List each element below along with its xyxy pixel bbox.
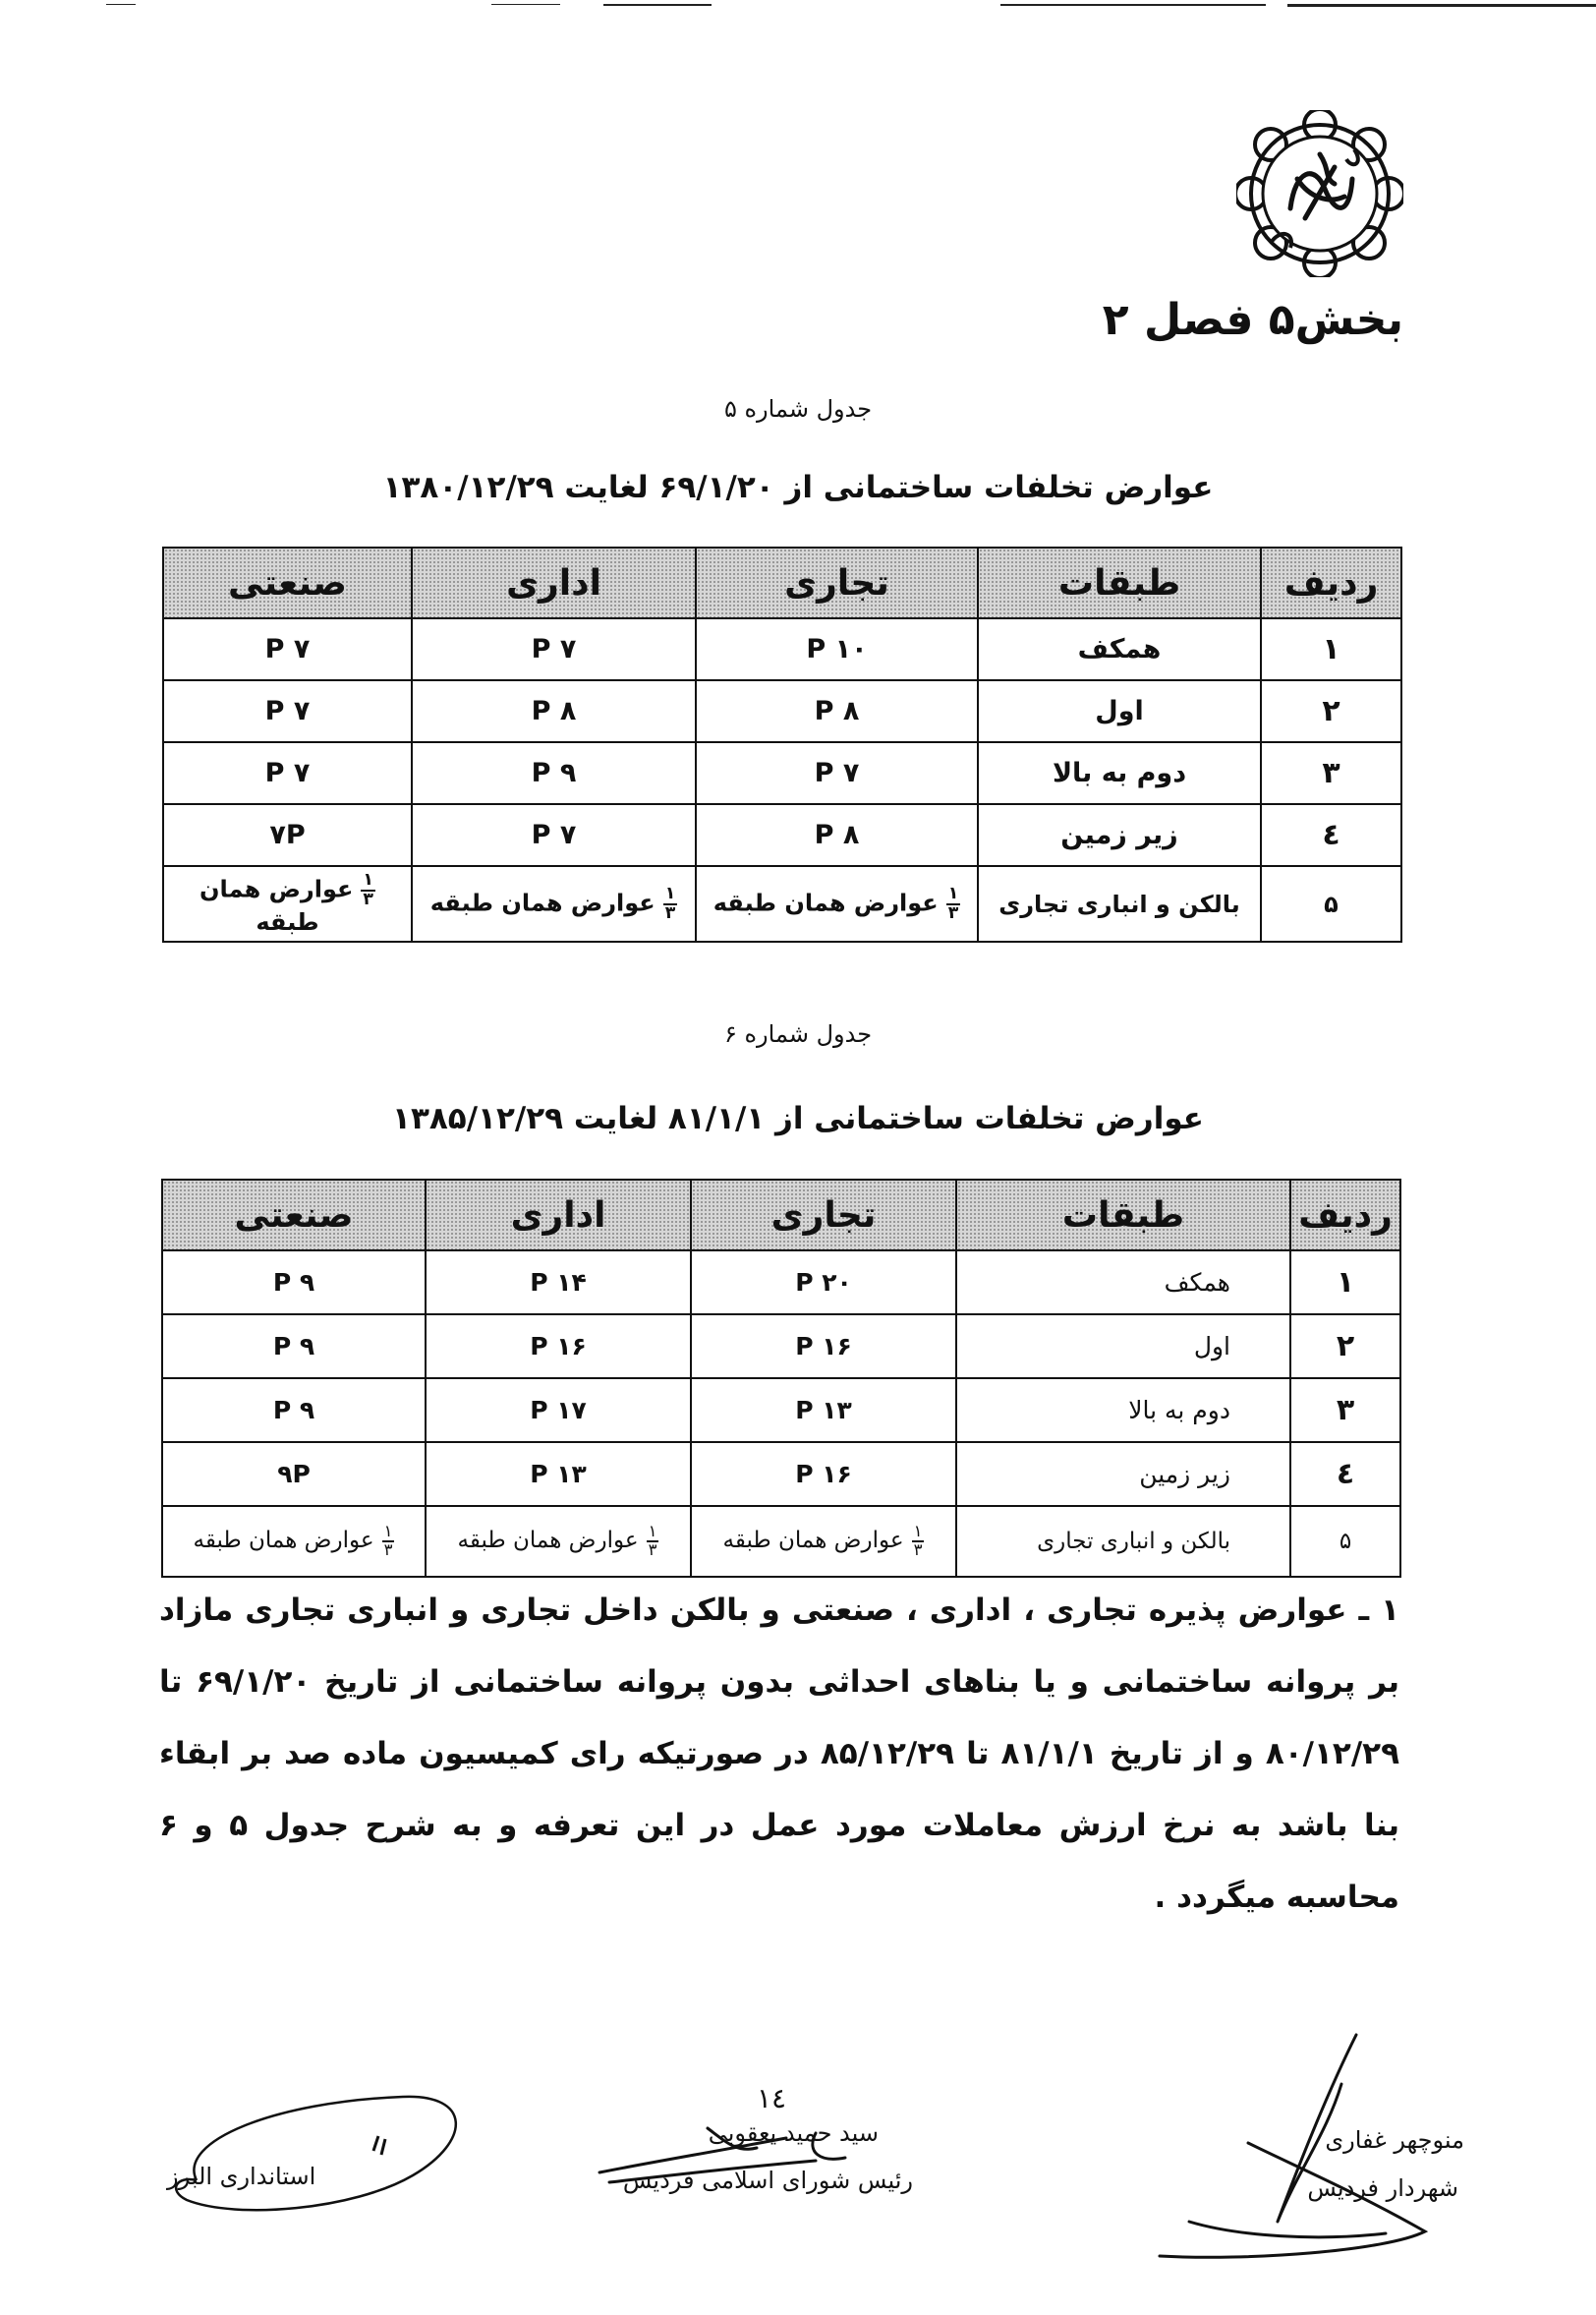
office-value: ۱۴ P (426, 1250, 691, 1314)
signer-right-title: شهردار فردیس (1307, 2174, 1458, 2202)
header-office: اداری (426, 1180, 691, 1250)
commercial-value: ۷ P (696, 742, 978, 804)
industrial-value: ۷ P (163, 618, 412, 680)
signature-left-scribble (157, 2082, 482, 2229)
office-value: ۱۶ P (426, 1314, 691, 1378)
fraction-label: عوارض همان طبقه (429, 889, 656, 917)
fraction-numerator: ۱ (947, 884, 959, 904)
fraction-denominator: ۳ (383, 1540, 393, 1559)
table-row (162, 1314, 1400, 1378)
municipality-seal-logo (1236, 110, 1403, 277)
table6-heading: عوارض تخلفات ساختمانی از ۸۱/۱/۱ لغایت ۱۳۸۵/۱۲/۲۹ (392, 1101, 1204, 1136)
fraction (663, 886, 678, 922)
commercial-value: ۱۶ P (691, 1314, 956, 1378)
signature-middle-scribble (590, 2113, 884, 2202)
commercial-value: ۲۰ P (691, 1250, 956, 1314)
fraction (647, 1524, 659, 1558)
row-number: ٤ (1290, 1442, 1400, 1506)
table-row (163, 742, 1401, 804)
header-floors: طبقات (956, 1180, 1290, 1250)
scan-line (603, 4, 712, 6)
header-commercial: تجاری (691, 1180, 956, 1250)
commercial-value (691, 1506, 956, 1577)
signer-middle-name: سید حمید یعقوبی (708, 2119, 879, 2147)
office-value: ۷ P (412, 618, 696, 680)
scan-line (491, 4, 560, 5)
table6 (161, 1179, 1401, 1578)
industrial-value: ۹P (162, 1442, 426, 1506)
table-row (163, 866, 1401, 942)
header-floors: طبقات (978, 548, 1261, 618)
table-row (162, 1378, 1400, 1442)
floor-name: اول (978, 680, 1261, 742)
commercial-value: ۱۰ P (696, 618, 978, 680)
fraction-numerator: ۱ (664, 884, 676, 904)
table-row (162, 1506, 1400, 1577)
fraction-denominator: ۳ (947, 902, 959, 923)
fraction-label: عوارض همان طبقه (457, 1528, 639, 1554)
header-row-number: ردیف (1261, 548, 1401, 618)
signer-middle-title: رئیس شورای اسلامی فردیس (622, 2167, 913, 2194)
row-number: ٤ (1261, 804, 1401, 866)
office-value: ۱۳ P (426, 1442, 691, 1506)
row-number: ۵ (1290, 1506, 1400, 1577)
section-title: بخش۵ فصل ۲ (1102, 295, 1403, 345)
table-row (162, 1442, 1400, 1506)
page-number: ۱٤ (757, 2082, 787, 2114)
industrial-value (163, 866, 412, 942)
signer-left-title: استانداری البرز (167, 2163, 316, 2190)
industrial-value: ۹ P (162, 1250, 426, 1314)
table-row (163, 804, 1401, 866)
fraction-label: عوارض همان طبقه (200, 875, 354, 936)
row-number: ۱ (1290, 1250, 1400, 1314)
scan-line (106, 4, 136, 5)
fraction-numerator: ۱ (913, 1522, 923, 1541)
industrial-value: ۷ P (163, 742, 412, 804)
office-value (426, 1506, 691, 1577)
floor-name: زیر زمین (956, 1442, 1290, 1506)
row-number: ۱ (1261, 618, 1401, 680)
commercial-value: ۸ P (696, 680, 978, 742)
table5 (162, 547, 1402, 943)
commercial-value: ۱۶ P (691, 1442, 956, 1506)
header-office: اداری (412, 548, 696, 618)
header-industrial: صنعتی (162, 1180, 426, 1250)
commercial-value: ۸ P (696, 804, 978, 866)
fraction-label: عوارض همان طبقه (193, 1528, 374, 1554)
office-value: ۱۷ P (426, 1378, 691, 1442)
fraction-numerator: ۱ (363, 870, 373, 891)
row-number: ۳ (1261, 742, 1401, 804)
header-commercial: تجاری (696, 548, 978, 618)
floor-name: بالکن و انباری تجاری (978, 866, 1261, 942)
fraction-denominator: ۳ (648, 1540, 657, 1559)
row-number: ۳ (1290, 1378, 1400, 1442)
industrial-value: ۹ P (162, 1378, 426, 1442)
fraction (361, 872, 375, 908)
floor-name: بالکن و انباری تجاری (956, 1506, 1290, 1577)
table6-caption: جدول شماره ۶ (723, 1020, 873, 1048)
fraction-denominator: ۳ (913, 1540, 923, 1559)
commercial-value (696, 866, 978, 942)
table5-caption: جدول شماره ۵ (723, 395, 873, 423)
floor-name: دوم به بالا (978, 742, 1261, 804)
row-number: ۲ (1261, 680, 1401, 742)
industrial-value: ۹ P (162, 1314, 426, 1378)
floor-name: همکف (956, 1250, 1290, 1314)
floor-name: همکف (978, 618, 1261, 680)
industrial-value (162, 1506, 426, 1577)
office-value: ۹ P (412, 742, 696, 804)
fraction-denominator: ۳ (363, 889, 373, 909)
floor-name: اول (956, 1314, 1290, 1378)
floor-name: دوم به بالا (956, 1378, 1290, 1442)
office-value: ۷ P (412, 804, 696, 866)
fraction (946, 886, 961, 922)
table5-heading: عوارض تخلفات ساختمانی از ۶۹/۱/۲۰ لغایت ۱۳۸۰/۱۲/۲۹ (382, 470, 1214, 505)
scan-line (1000, 4, 1266, 6)
fraction-denominator: ۳ (664, 902, 676, 923)
table-row (163, 618, 1401, 680)
floor-name: زیر زمین (978, 804, 1261, 866)
signer-right-name: منوچهر غفاری (1325, 2126, 1464, 2154)
row-number: ۵ (1261, 866, 1401, 942)
header-row-number: ردیف (1290, 1180, 1400, 1250)
industrial-value: ۷P (163, 804, 412, 866)
office-value: ۸ P (412, 680, 696, 742)
fraction-label: عوارض همان طبقه (722, 1528, 904, 1554)
fraction-numerator: ۱ (383, 1522, 393, 1541)
note-paragraph: ۱ ـ عوارض پذیره تجاری ، اداری ، صنعتی و بالکن داخل تجاری و انباری تجاری مازاد بر پروانه ساختمانی و یا بناهای احداثی بدون پروانه ساختمانی از تاریخ ۶۹/۱/۲۰ تا ۸۰/۱۲/۲۹ و از تاریخ ۸۱/۱/۱ تا ۸۵/۱۲/۲۹ در صورتیکه رای کمیسیون ماده صد بر ابقاء بنا باشد به نرخ ارزش معاملات مورد عمل در این تعرفه و به شرح جدول ۵ و ۶ محاسبه میگردد . (159, 1592, 1399, 1915)
signature-right-scribble (1130, 2025, 1484, 2271)
row-number: ۲ (1290, 1314, 1400, 1378)
fraction (912, 1524, 925, 1558)
fraction-numerator: ۱ (648, 1522, 657, 1541)
industrial-value: ۷ P (163, 680, 412, 742)
table-row (163, 680, 1401, 742)
header-industrial: صنعتی (163, 548, 412, 618)
fraction (382, 1524, 395, 1558)
fraction-label: عوارض همان طبقه (712, 889, 939, 917)
scan-line (1287, 4, 1596, 7)
commercial-value: ۱۳ P (691, 1378, 956, 1442)
table-row (162, 1250, 1400, 1314)
office-value (412, 866, 696, 942)
